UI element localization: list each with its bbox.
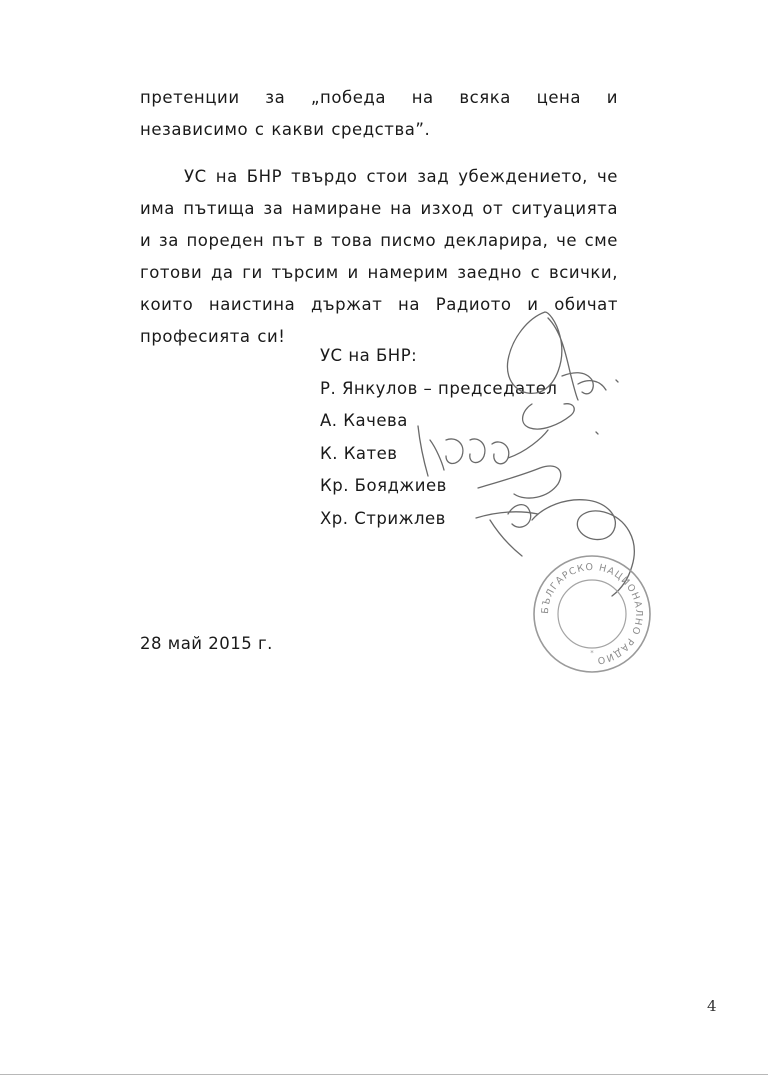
svg-text:БЪЛГАРСКО НАЦИОНАЛНО РАДИО: БЪЛГАРСКО НАЦИОНАЛНО РАДИО [539, 561, 645, 666]
page-number: 4 [707, 997, 717, 1015]
signatory-chairman: Р. Янкулов – председател [320, 378, 558, 398]
signatory-boyadzhiev: Кр. Бояджиев [320, 476, 447, 495]
official-seal-stamp [530, 552, 654, 676]
paragraph-1: претенции за „победа на всяка цена и независимо с какви средства”. [140, 88, 618, 139]
signatories-block [320, 340, 557, 535]
signatory-kacheva: А. Качева [320, 411, 408, 430]
signatories-heading: УС на БНР: [320, 346, 418, 365]
signatory-katev: К. Катев [320, 443, 398, 463]
bottom-edge-line [0, 1074, 768, 1075]
letter-body [140, 82, 618, 353]
signatory-strizhlev: Хр. Стрижлев [320, 508, 446, 528]
document-date: 28 май 2015 г. [140, 634, 273, 653]
paragraph-2: УС на БНР твърдо стои зад убеждението, че има пътища за намиране на изход от ситуацията и за пореден път в това писмо декларира, че сме готови да ги търсим и намерим заедно с всички, които наистина държат на Радиото и обичат професията си! [140, 167, 618, 346]
svg-text:*: * [590, 649, 594, 657]
